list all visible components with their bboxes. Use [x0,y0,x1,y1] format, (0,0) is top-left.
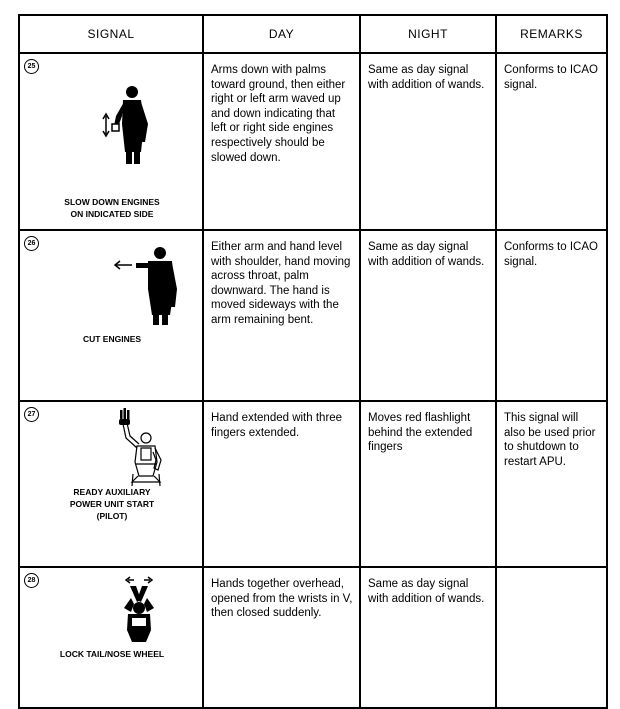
day-cell: Arms down with palms toward ground, then either right or left arm waved up and down indicating that left or right side engines respectively should be slowed down. [203,53,360,230]
day-cell: Hand extended with three fingers extended. [203,401,360,567]
header-row [19,15,607,53]
day-cell: Hands together overhead, opened from the wrists in V, then closed suddenly. [203,567,360,708]
header-signal: SIGNAL [19,15,203,53]
header-remarks: REMARKS [496,15,607,53]
night-cell: Moves red flashlight behind the extended fingers [360,401,496,567]
table-row [19,230,607,401]
remarks-cell: Conforms to ICAO signal. [496,230,607,401]
signal-caption: SLOW DOWN ENGINES ON INDICATED SIDE [64,197,160,219]
signal-caption: LOCK TAIL/NOSE WHEEL [59,649,165,659]
signal-number: 28 [24,573,39,588]
signal-cell [19,230,203,401]
night-cell: Same as day signal with addition of wands. [360,567,496,708]
signal-number: 27 [24,407,39,422]
signal-number: 25 [24,59,39,74]
signal-caption: READY AUXILIARY POWER UNIT START (PILOT) [69,487,155,521]
remarks-cell: This signal will also be used prior to shutdown to restart APU. [496,401,607,567]
night-cell: Same as day signal with addition of wands. [360,53,496,230]
marshaller-slow-down-icon [20,54,204,174]
day-cell: Either arm and hand level with shoulder, hand moving across throat, palm downward. The hand is moved sideways with the arm remaining bent. [203,230,360,401]
signal-number: 26 [24,236,39,251]
signals-table [18,14,608,709]
table-row [19,401,607,567]
signal-cell [19,53,203,230]
signal-cell [19,401,203,567]
pilot-three-fingers-icon [20,402,204,487]
table-row [19,53,607,230]
header-day: DAY [203,15,360,53]
signal-caption: CUT ENGINES [82,334,142,344]
header-night: NIGHT [360,15,496,53]
night-cell: Same as day signal with addition of wands. [360,230,496,401]
marshaller-lock-wheel-icon [20,568,204,643]
remarks-cell: Conforms to ICAO signal. [496,53,607,230]
